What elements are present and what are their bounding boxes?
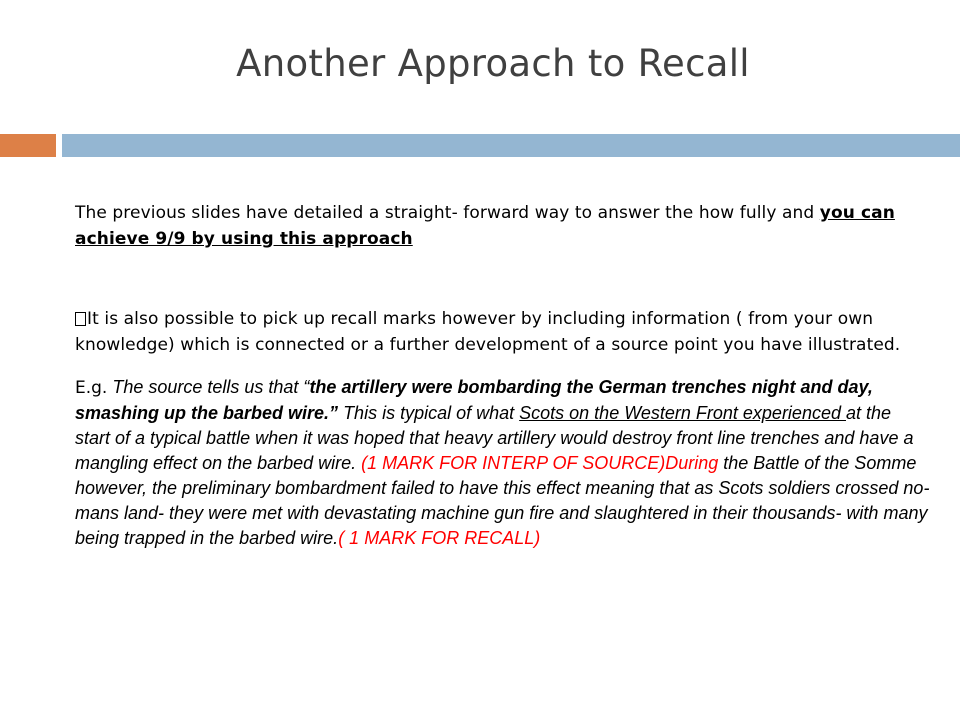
example-typical: This is typical of what: [338, 403, 520, 423]
example-intro: The source tells us that “: [107, 377, 310, 397]
example-context: at the start of a typical battle when it was hoped that heavy artillery would destroy front line trenches and have a mangling effect on the barbed wire.: [75, 403, 914, 473]
mark-interp-note: (1 MARK FOR INTERP OF SOURCE)During: [361, 453, 719, 473]
example-quote: the artillery were bombarding the German trenches night and day, smashing up the barbed wire.”: [75, 377, 873, 423]
orange-accent-bar: [0, 134, 56, 157]
example-label: E.g.: [75, 378, 108, 398]
box-glyph-icon: [75, 312, 86, 326]
slide-title: Another Approach to Recall: [236, 42, 750, 85]
intro-emphasis: you can achieve 9/9 by using this approach: [75, 203, 895, 249]
intro-text: The previous slides have detailed a straight- forward way to answer the how fully and: [75, 203, 820, 223]
intro-paragraph: [75, 200, 935, 252]
example-somme: the Battle of the Somme however, the preliminary bombardment failed to have this effect meaning that as Scots soldiers crossed no-mans land- they were met with devastating machine gun fire and slaughtered in their thousands- with many being trapped in the barbed wire.: [75, 453, 930, 548]
recall-paragraph: [75, 306, 935, 358]
mark-recall-note: ( 1 MARK FOR RECALL): [338, 528, 541, 548]
example-paragraph: [75, 375, 930, 551]
blue-accent-bar: [62, 134, 960, 157]
slide-body: [75, 200, 935, 551]
example-underlined: Scots on the Western Front experienced: [519, 403, 846, 423]
recall-text: It is also possible to pick up recall marks however by including information ( from your own knowledge) which is connected or a further development of a source point you have illustrated.: [75, 309, 901, 355]
